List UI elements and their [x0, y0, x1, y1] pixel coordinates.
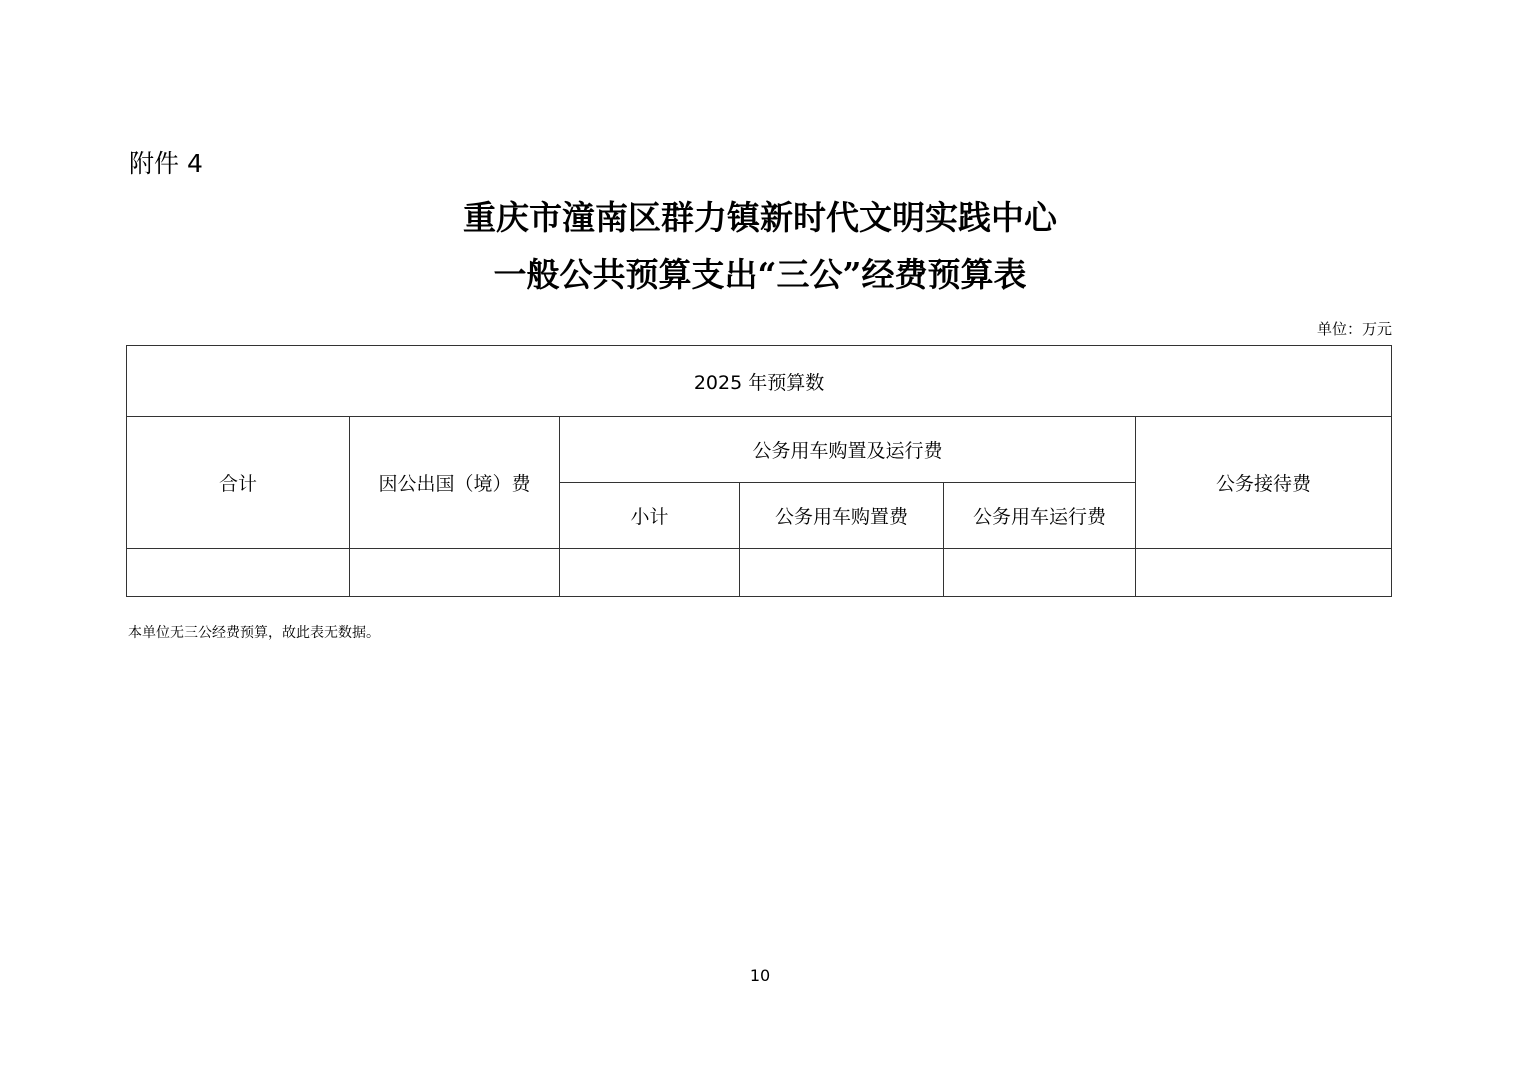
cell-reception-fee: [1136, 549, 1392, 597]
budget-table: [126, 345, 1392, 597]
table-header-row-main: [127, 417, 1392, 483]
cell-abroad-fee: [350, 549, 560, 597]
table-header-row-year: [127, 346, 1392, 417]
header-total: 合计: [127, 417, 350, 549]
header-reception-fee: 公务接待费: [1136, 417, 1392, 549]
cell-vehicle-operation: [944, 549, 1136, 597]
page-number: 10: [749, 966, 771, 985]
document-title-line1: 重庆市潼南区群力镇新时代文明实践中心: [463, 198, 1057, 237]
cell-total: [127, 549, 350, 597]
header-abroad-fee: 因公出国（境）费: [350, 417, 560, 549]
header-subtotal: 小计: [560, 483, 740, 549]
document-title-line2: 一般公共预算支出“三公”经费预算表: [493, 255, 1027, 294]
cell-vehicle-purchase: [740, 549, 944, 597]
cell-subtotal: [560, 549, 740, 597]
table-note: 本单位无三公经费预算，故此表无数据。: [128, 625, 380, 641]
header-vehicle-operation: 公务用车运行费: [944, 483, 1136, 549]
header-vehicle-group: 公务用车购置及运行费: [560, 417, 1136, 483]
attachment-label: 附件 4: [129, 149, 203, 178]
header-vehicle-purchase: 公务用车购置费: [740, 483, 944, 549]
table-row: [127, 549, 1392, 597]
unit-label: 单位：万元: [1316, 320, 1392, 338]
year-header-cell: 2025 年预算数: [127, 346, 1392, 417]
